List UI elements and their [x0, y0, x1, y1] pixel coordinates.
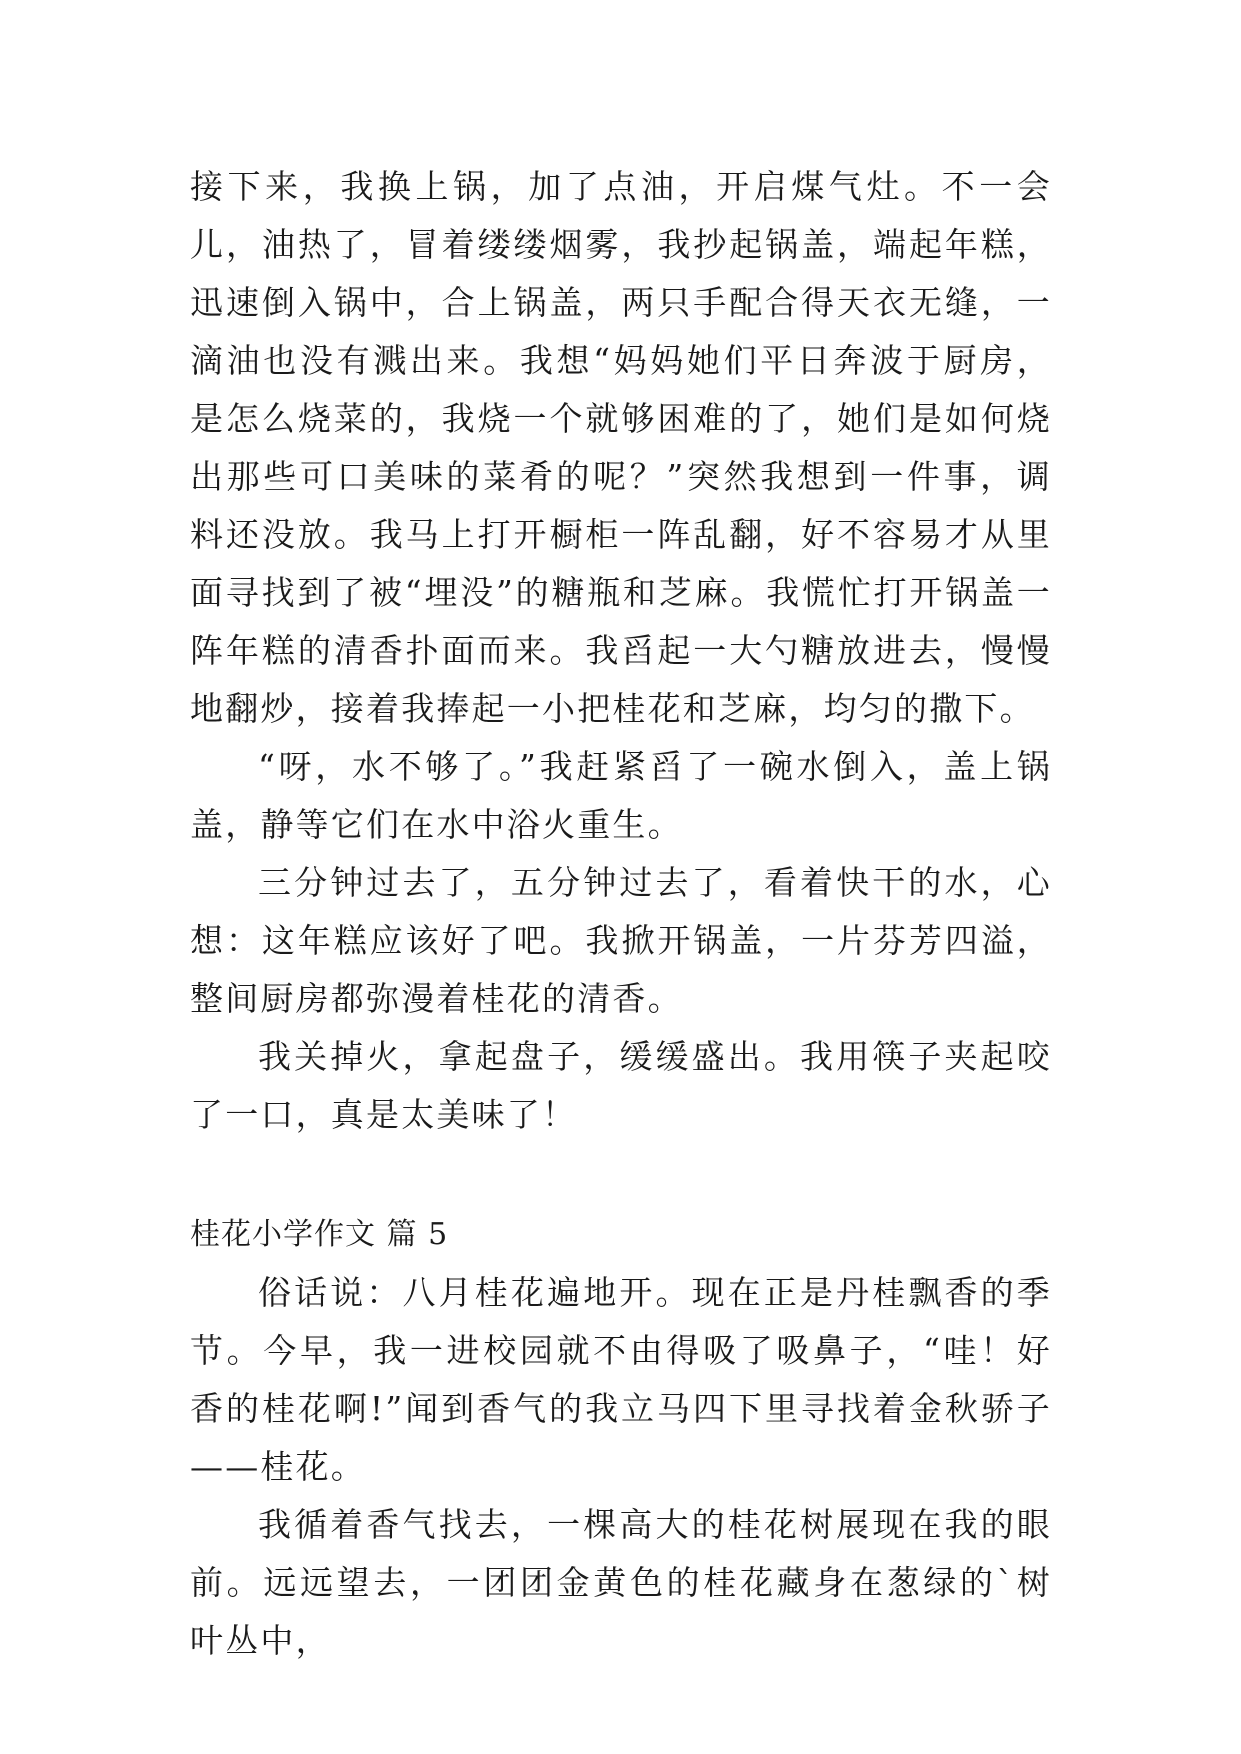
paragraph: 接下来，我换上锅，加了点油，开启煤气灶。不一会儿，油热了，冒着缕缕烟雾，我抄起锅盖，端起年糕，迅速倒入锅中，合上锅盖，两只手配合得天衣无缝，一滴油也没有溅出来。我想“妈妈她们平日奔波于厨房，是怎么烧菜的，我烧一个就够困难的了，她们是如何烧出那些可口美味的菜肴的呢？”突然我想到一件事，调料还没放。我马上打开橱柜一阵乱翻，好不容易才从里面寻找到了被“埋没”的糖瓶和芝麻。我慌忙打开锅盖一阵年糕的清香扑面而来。我舀起一大勺糖放进去，慢慢地翻炒，接着我捧起一小把桂花和芝麻，均匀的撒下。	[190, 167, 1052, 728]
paragraph: 俗话说：八月桂花遍地开。现在正是丹桂飘香的季节。今早，我一进校园就不由得吸了吸鼻子，“哇！好香的桂花啊!”闻到香气的我立马四下里寻找着金秋骄子——桂花。	[190, 1273, 1052, 1486]
paragraph: 我关掉火，拿起盘子，缓缓盛出。我用筷子夹起咬了一口，真是太美味了！	[190, 1037, 1052, 1134]
paragraph: 三分钟过去了，五分钟过去了，看着快干的水，心想：这年糕应该好了吧。我掀开锅盖，一片芬芳四溢，整间厨房都弥漫着桂花的清香。	[190, 863, 1052, 1018]
paragraph: “呀，水不够了。”我赶紧舀了一碗水倒入，盖上锅盖，静等它们在水中浴火重生。	[190, 747, 1052, 844]
paragraph: 我循着香气找去，一棵高大的桂花树展现在我的眼前。远远望去，一团团金黄色的桂花藏身在葱绿的`树叶丛中，	[190, 1505, 1052, 1660]
section-heading: 桂花小学作文 篇 5	[190, 1217, 449, 1252]
document-page	[190, 158, 1052, 1670]
